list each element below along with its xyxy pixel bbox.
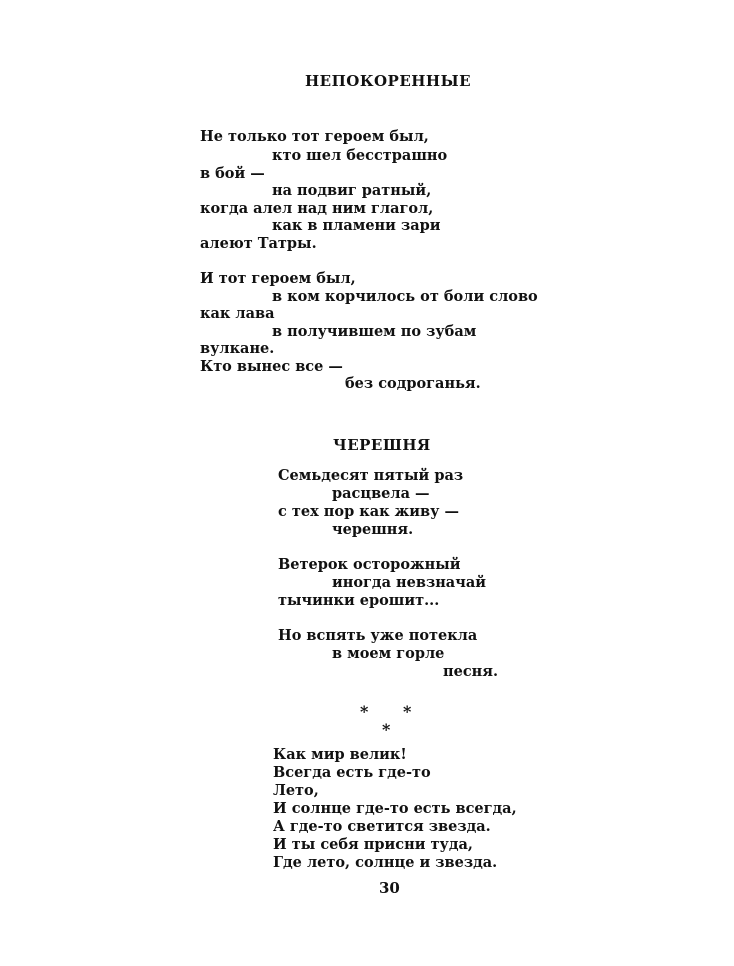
- poem-line: иногда невзначай: [332, 574, 486, 591]
- poem-line: Всегда есть где-то: [273, 764, 431, 781]
- poem-line: песня.: [443, 663, 499, 680]
- poem-line: вулкане.: [200, 340, 275, 357]
- poem-title-chereshnya: ЧЕРЕШНЯ: [333, 436, 431, 454]
- poem-line: И солнце где-то есть всегда,: [273, 800, 517, 817]
- poem-line: как в пламени зари: [272, 217, 441, 234]
- poem-line: Не только тот героем был,: [200, 128, 429, 145]
- poem-line: как лава: [200, 305, 275, 322]
- poem-line: алеют Татры.: [200, 235, 317, 252]
- poem-line: в получившем по зубам: [272, 323, 477, 340]
- poem-line: Семьдесят пятый раз: [278, 467, 464, 484]
- poem-line: Но вспять уже потекла: [278, 627, 478, 644]
- poem-line: в моем горле: [332, 645, 445, 662]
- poem-line: И ты себя присни туда,: [273, 836, 473, 853]
- poem-line: А где-то светится звезда.: [273, 818, 491, 835]
- poem-line: в бой —: [200, 165, 265, 182]
- poem-line: на подвиг ратный,: [272, 182, 432, 199]
- poem-line: Ветерок осторожный: [278, 556, 461, 573]
- poem-line: когда алел над ним глагол,: [200, 200, 434, 217]
- poem-line: в ком корчилось от боли слово: [272, 288, 538, 305]
- poem-line: Кто вынес все —: [200, 358, 343, 375]
- poem-line: кто шел бесстрашно: [272, 147, 448, 164]
- asterism-star: *: [382, 720, 391, 739]
- poem-line: Как мир велик!: [273, 746, 407, 763]
- asterism-star: *: [360, 702, 369, 721]
- poem-line: без содроганья.: [345, 375, 481, 392]
- poem-line: расцвела —: [332, 485, 430, 502]
- poem-title-nepokorennye: НЕПОКОРЕННЫЕ: [305, 72, 472, 90]
- poem-line: Где лето, солнце и звезда.: [273, 854, 498, 871]
- asterism-separator: [356, 702, 416, 742]
- asterism-star: *: [403, 702, 412, 721]
- poem-line: с тех пор как живу —: [278, 503, 459, 520]
- page-number: 30: [379, 879, 400, 897]
- poem-line: тычинки ерошит...: [278, 592, 440, 609]
- poem-line: Лето,: [273, 782, 319, 799]
- poem-line: И тот героем был,: [200, 270, 356, 287]
- poem-line: черешня.: [332, 521, 414, 538]
